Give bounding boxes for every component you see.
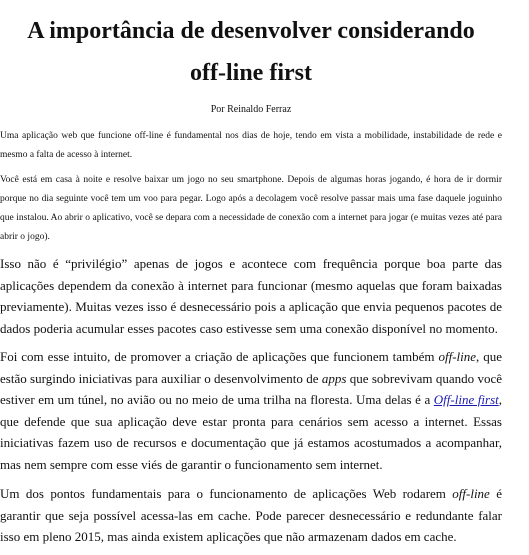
text-span: é garantir que seja possível acessa-las em cache. Pode parecer desnecessário e redundante falar isso em pleno 2015, mas ainda existem aplicações que não armazenam dados em cache.: [0, 486, 502, 544]
text-span: , que defende que sua aplicação deve estar pronta para cenários sem acesso a internet. Essas iniciativas fazem uso de recursos e documentação que já estamos acostumados a acompanhar, mas nem sempre com esse viés de garantir o funcionamento sem internet.: [0, 392, 502, 472]
text-span: , que estão surgindo iniciativas para auxiliar o desenvolvimento de: [0, 349, 502, 386]
article-byline: Por Reinaldo Ferraz: [210, 104, 292, 115]
text-span: Um dos pontos fundamentais para o funcionamento de aplicações Web rodarem: [0, 486, 453, 501]
offline-first-link[interactable]: Off-line first: [433, 392, 499, 407]
text-span: Foi com esse intuito, de promover a criação de aplicações que funcionem também: [0, 349, 439, 364]
emphasis-apps: apps: [321, 370, 347, 386]
article-title-line2: off-line first: [190, 60, 312, 86]
article-title: [0, 10, 502, 94]
paragraph-intro: Uma aplicação web que funcione off-line é fundamental nos dias de hoje, tendo em vista a mobilidade, instabilidade de rede e mesmo a falta de acesso à internet.: [0, 131, 502, 160]
article-title-line1: A importância de desenvolver considerando: [27, 18, 475, 44]
emphasis-offline: off-line: [438, 349, 477, 364]
emphasis-offline: off-line: [452, 486, 490, 501]
paragraph-privilege: Isso não é “privilégio” apenas de jogos e acontece com frequência porque boa parte das aplicações dependem da conexão à internet para funcionar (mesmo aquelas que foram baixadas previamente). Muitas vezes isso é desnecessário pois a aplicação que envia pequenos pacotes de dados poderia acumular esses pacotes caso estivesse sem uma conexão disponível no momento.: [0, 256, 502, 336]
paragraph-scenario: Você está em casa à noite e resolve baixar um jogo no seu smartphone. Depois de algumas horas jogando, é hora de ir dormir porque no dia seguinte você tem um voo para pegar. Logo após a decolagem você resolve passar mais uma fase daquele joguinho que instalou. Ao abrir o aplicativo, você se depara com a necessidade de conexão com a internet para jogar (e muitas vezes até para abrir o jogo).: [0, 175, 502, 242]
text-span: que sobrevivam quando você estiver em um túnel, no avião ou no meio de uma trilha na floresta. Uma delas é a: [0, 370, 502, 407]
paragraph-initiatives: [0, 346, 502, 475]
paragraph-cache: [0, 483, 502, 548]
